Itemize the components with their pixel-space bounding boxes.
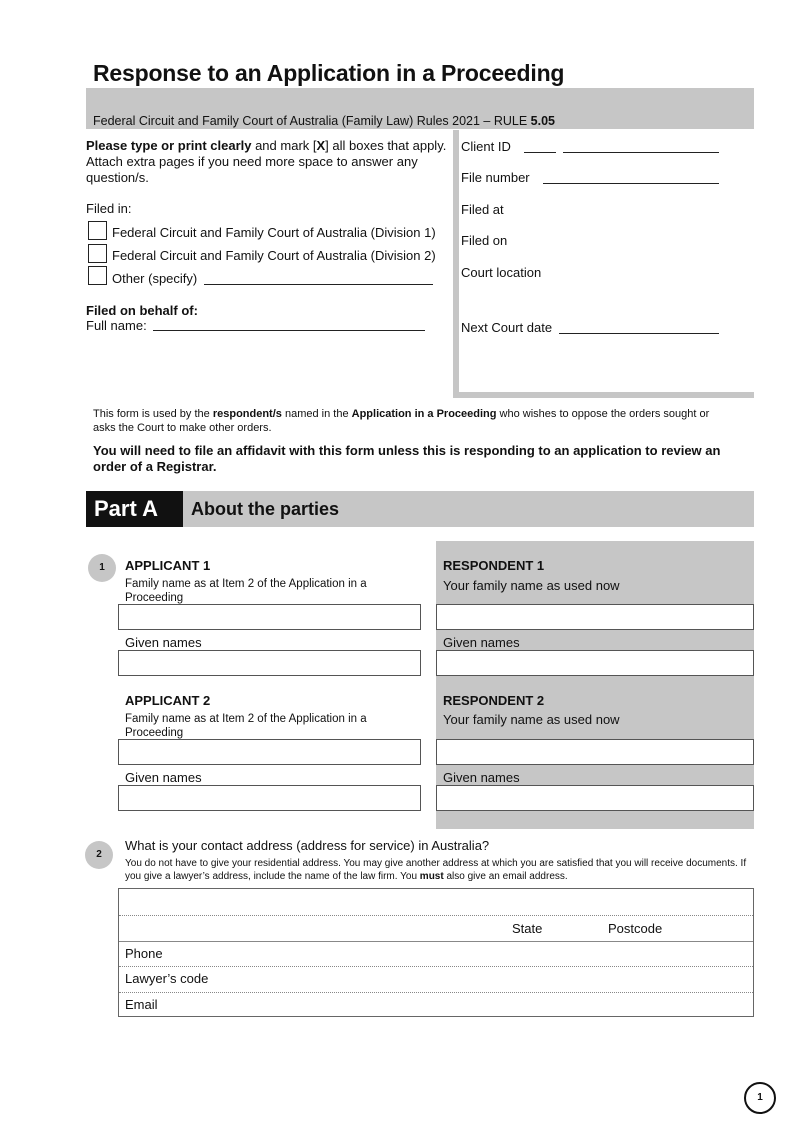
applicant-1-given-label: Given names (125, 635, 202, 650)
state-label: State (512, 921, 543, 936)
applicant-1-given-names-input[interactable] (118, 650, 421, 676)
full-name-label: Full name: (86, 318, 147, 333)
affidavit-notice: You will need to file an affidavit with this form unless this is responding to an application to review an order of a Registrar. (93, 443, 721, 474)
part-a-tag: Part A (86, 491, 183, 527)
division-1-label: Federal Circuit and Family Court of Australia (Division 1) (112, 225, 436, 240)
applicant-2-family-label: Family name as at Item 2 of the Application in a Proceeding (125, 713, 367, 739)
applicant-1-family-label: Family name as at Item 2 of the Application in a Proceeding (125, 578, 367, 604)
file-number-line (543, 183, 719, 184)
respondent-2-family-name-input[interactable] (436, 739, 754, 765)
respondent-1-given-names-input[interactable] (436, 650, 754, 676)
applicant-2-family-name-input[interactable] (118, 739, 421, 765)
next-court-date-label: Next Court date (461, 320, 553, 335)
court-use-divider (453, 130, 459, 398)
respondent-2-given-names-input[interactable] (436, 785, 754, 811)
applicant-1-family-name-input[interactable] (118, 604, 421, 630)
division-2-checkbox[interactable] (88, 244, 107, 263)
part-a-title: About the parties (191, 499, 340, 519)
phone-label: Phone (125, 946, 163, 961)
client-id-line-a (524, 152, 556, 153)
court-location-label: Court location (461, 265, 542, 280)
filed-on-label: Filed on (461, 233, 508, 248)
respondent-2-given-label: Given names (443, 770, 520, 785)
respondent-2-family-label: Your family name as used now (443, 712, 620, 727)
lawyers-code-label: Lawyer’s code (125, 971, 209, 986)
email-label: Email (125, 997, 158, 1012)
address-box[interactable] (118, 888, 754, 1017)
question-2-text: What is your contact address (address for service) in Australia? (125, 838, 490, 853)
applicant-2-given-label: Given names (125, 770, 202, 785)
applicant-1-heading: APPLICANT 1 (125, 558, 211, 573)
respondent-1-given-label: Given names (443, 635, 520, 650)
other-checkbox[interactable] (88, 266, 107, 285)
respondent-1-family-name-input[interactable] (436, 604, 754, 630)
client-id-line-b (563, 152, 719, 153)
court-use-bottom (453, 392, 754, 398)
division-1-checkbox[interactable] (88, 221, 107, 240)
postcode-label: Postcode (608, 921, 663, 936)
next-court-date-line (559, 333, 719, 334)
applicant-2-heading: APPLICANT 2 (125, 693, 211, 708)
client-id-label: Client ID (461, 139, 511, 154)
question-1-number: 1 (88, 554, 116, 582)
other-specify-line[interactable] (204, 284, 433, 285)
full-name-line[interactable] (153, 330, 425, 331)
phone-row-divider (119, 966, 753, 967)
file-number-label: File number (461, 170, 530, 185)
filed-in-label: Filed in: (86, 201, 132, 216)
question-2-help: You do not have to give your residential address. You may give another address at which you are satisfied that you will receive documents. If you give a lawyer’s address, include the name of the law firm. You must also give an email address. (125, 858, 747, 882)
applicant-2-given-names-input[interactable] (118, 785, 421, 811)
question-2-number: 2 (85, 841, 113, 869)
respondent-1-heading: RESPONDENT 1 (443, 558, 545, 573)
address-line-divider (119, 915, 753, 916)
state-row-divider (119, 941, 753, 942)
filed-on-behalf-heading: Filed on behalf of: (86, 303, 198, 318)
part-a-bar (86, 491, 754, 527)
form-title: Response to an Application in a Proceeding (93, 60, 565, 86)
page-number: 1 (744, 1082, 776, 1114)
filed-at-label: Filed at (461, 202, 504, 217)
lawyer-row-divider (119, 992, 753, 993)
rule-reference: Federal Circuit and Family Court of Australia (Family Law) Rules 2021 – RULE 5.05 (93, 114, 556, 128)
respondent-1-family-label: Your family name as used now (443, 578, 620, 593)
instructions: Please type or print clearly and mark [X] all boxes that apply. Attach extra pages if you need more space to answer any question/s. (86, 138, 447, 185)
other-label: Other (specify) (112, 271, 198, 286)
respondent-2-heading: RESPONDENT 2 (443, 693, 545, 708)
form-usage-note: This form is used by the respondent/s named in the Application in a Proceeding who wishes to oppose the orders sought or asks the Court to make other orders. (93, 408, 710, 434)
division-2-label: Federal Circuit and Family Court of Australia (Division 2) (112, 248, 436, 263)
